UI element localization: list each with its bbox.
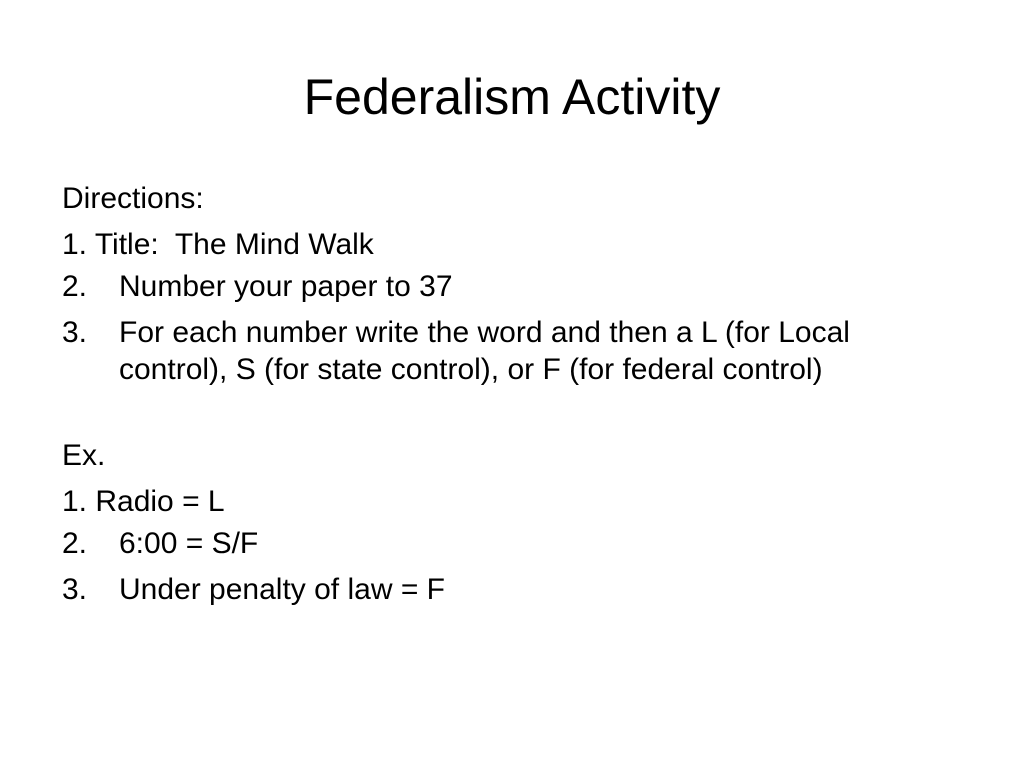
- example-item-2: [62, 525, 952, 562]
- example-number: 2.: [62, 527, 88, 560]
- example-label: Ex.: [62, 439, 106, 472]
- slide-title: Federalism Activity: [303, 69, 721, 125]
- slide-body: [62, 176, 952, 617]
- direction-item-1: [62, 222, 952, 268]
- direction-text: For each number write the word and then a L (for Local control), S (for state control), or F (for federal control): [119, 316, 850, 386]
- direction-item-3: [62, 314, 952, 388]
- direction-number: 3.: [62, 316, 88, 349]
- example-text: 6:00 = S/F: [119, 527, 259, 560]
- direction-number: 1.: [62, 228, 88, 261]
- example-item-1: 1. Radio = L: [62, 485, 225, 518]
- direction-text: Title: The Mind Walk: [87, 228, 374, 261]
- spacer: [62, 397, 952, 433]
- example-item-3: [62, 571, 952, 608]
- direction-item-2: [62, 268, 952, 305]
- directions-label: Directions:: [62, 182, 204, 215]
- direction-text: Number your paper to 37: [119, 270, 453, 303]
- example-text: Under penalty of law = F: [119, 573, 446, 606]
- example-number: 3.: [62, 573, 88, 606]
- direction-number: 2.: [62, 270, 88, 303]
